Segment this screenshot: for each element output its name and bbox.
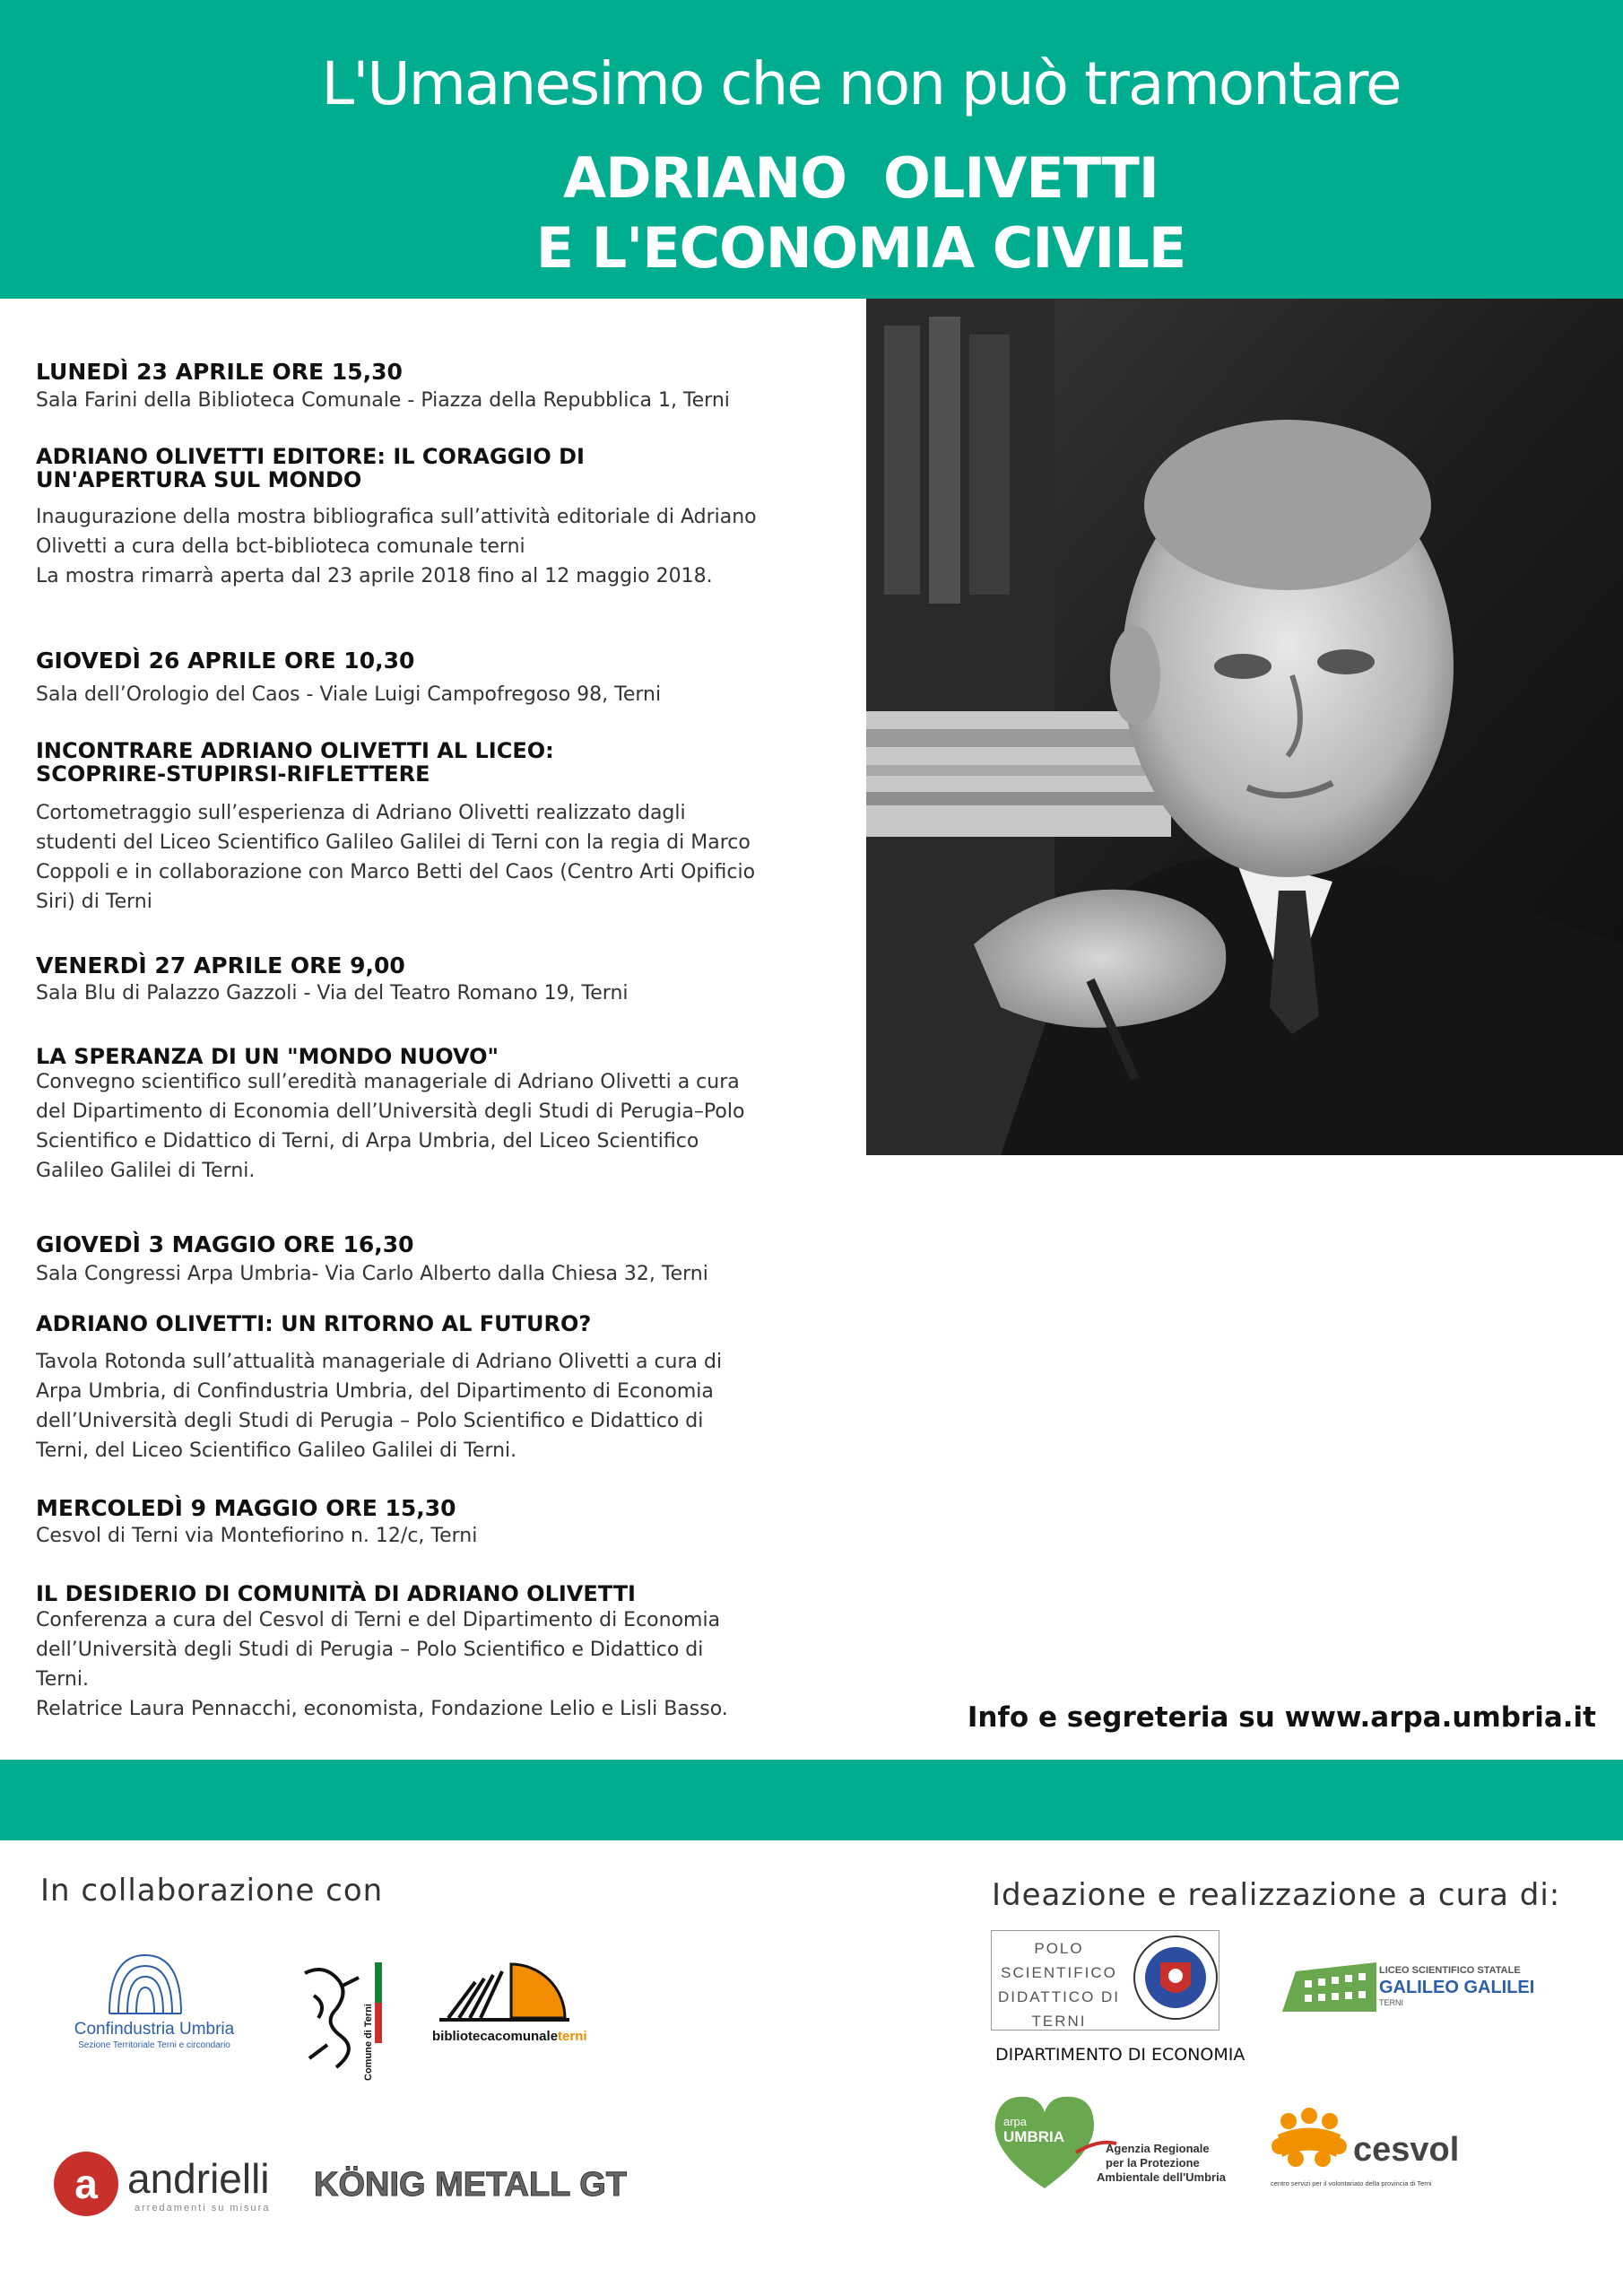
- portrait-photo: [866, 299, 1623, 1155]
- event-desc-line: studenti del Liceo Scientifico Galileo Galilei di Terni con la regia di Marco: [36, 831, 751, 854]
- confindustria-name: Confindustria Umbria: [74, 2020, 235, 2039]
- arpa-umbria-logo: [991, 2090, 1233, 2197]
- event-place: Sala Blu di Palazzo Gazzoli - Via del Teatro Romano 19, Terni: [36, 982, 629, 1004]
- event-desc-line: Galileo Galilei di Terni.: [36, 1160, 256, 1182]
- biblioteca-text-c: terni: [558, 2029, 587, 2044]
- divider-band: [0, 1760, 1623, 1840]
- svg-text:a: a: [74, 2161, 98, 2207]
- event-desc-line: Terni, del Liceo Scientifico Galileo Galilei di Terni.: [36, 1439, 517, 1462]
- event-description: [36, 1067, 825, 1186]
- poster-subtitle: L'Umanesimo che non può tramontare: [321, 49, 1401, 118]
- confindustria-icon: [56, 1946, 253, 2054]
- heart-icon: [991, 2090, 1233, 2197]
- event-desc-line: La mostra rimarrà aperta dal 23 aprile 2018 fino al 12 maggio 2018.: [36, 565, 713, 587]
- andrielli-name: andrielli: [127, 2155, 270, 2202]
- biblioteca-text-b: comunale: [495, 2029, 559, 2044]
- title-line-1: ADRIANO OLIVETTI: [563, 145, 1159, 211]
- event-description: [36, 502, 825, 591]
- arpa-small: arpa: [1003, 2115, 1028, 2128]
- event-place: Sala Farini della Biblioteca Comunale - Piazza della Repubblica 1, Terni: [36, 389, 730, 412]
- biblioteca-logo: [430, 1955, 587, 2054]
- info-website[interactable]: Info e segreteria su www.arpa.umbria.it: [967, 1701, 1596, 1734]
- andrielli-logo: [52, 2148, 285, 2220]
- event-title: [36, 1312, 825, 1335]
- liceo-name: GALILEO GALILEI: [1379, 1978, 1535, 1997]
- event-date: VENERDÌ 27 APRILE ORE 9,00: [36, 952, 405, 978]
- event-desc-line: Cortometraggio sull’esperienza di Adriano Olivetti realizzato dagli: [36, 802, 686, 824]
- event-place: Sala dell’Orologio del Caos - Viale Luigi Campofregoso 98, Terni: [36, 683, 662, 706]
- event-desc-line: dell’Università degli Studi di Perugia – Polo Scientifico e Didattico di: [36, 1639, 704, 1661]
- event-description: [36, 1605, 825, 1724]
- event-desc-line: del Dipartimento di Economia dell’Università degli Studi di Perugia–Polo: [36, 1100, 745, 1123]
- arpa-line: per la Protezione: [1106, 2156, 1200, 2170]
- andrielli-sub: arredamenti su misura: [135, 2203, 271, 2213]
- portrait-illustration: [866, 299, 1623, 1155]
- event-desc-line: Coppoli e in collaborazione con Marco Betti del Caos (Centro Arti Opificio: [36, 861, 756, 883]
- confindustria-logo: [56, 1946, 253, 2054]
- event-desc-line: Terni.: [36, 1668, 89, 1691]
- event-desc-line: Scientifico e Didattico di Terni, di Arpa Umbria, del Liceo Scientifico: [36, 1130, 699, 1152]
- comune-terni-logo: [287, 1955, 386, 2081]
- confindustria-sub: Sezione Territoriale Terni e circondario: [78, 2040, 230, 2050]
- cesvol-name: cesvol: [1353, 2131, 1460, 2169]
- liceo-city: TERNI: [1379, 1998, 1403, 2007]
- event-title-line: INCONTRARE ADRIANO OLIVETTI AL LICEO:: [36, 738, 554, 763]
- biblioteca-text-a: biblioteca: [432, 2029, 496, 2044]
- liceo-galilei-logo: [1278, 1944, 1547, 2025]
- header-banner: [0, 0, 1623, 299]
- arpa-line: Ambientale dell'Umbria: [1097, 2170, 1226, 2184]
- dipartimento-label: DIPARTIMENTO DI ECONOMIA: [995, 2045, 1245, 2065]
- event-place: Cesvol di Terni via Montefiorino n. 12/c, Terni: [36, 1525, 478, 1547]
- event-title: [36, 1582, 825, 1605]
- event-desc-line: Siri) di Terni: [36, 891, 152, 913]
- konig-metall-logo: [314, 2161, 628, 2206]
- polo-scientifico-logo: [991, 1930, 1219, 2031]
- school-building-icon: [1278, 1944, 1547, 2025]
- event-title-line: SCOPRIRE-STUPIRSI-RIFLETTERE: [36, 761, 430, 787]
- cesvol-sub: centro servizi per il volontariato della provincia di Terni: [1271, 2179, 1432, 2187]
- event-title-line: ADRIANO OLIVETTI: UN RITORNO AL FUTURO?: [36, 1311, 592, 1336]
- event-description: [36, 798, 825, 917]
- polo-line: SCIENTIFICO: [1001, 1964, 1117, 1981]
- svg-text:bibliotecacomunaleterni: [432, 2029, 587, 2044]
- event-desc-line: Convegno scientifico sull’eredità manageriale di Adriano Olivetti a cura: [36, 1071, 740, 1093]
- event-title-line: UN'APERTURA SUL MONDO: [36, 467, 362, 492]
- title-line-2: E L'ECONOMIA CIVILE: [535, 215, 1186, 281]
- event-description: [36, 1347, 825, 1465]
- cesvol-logo: [1269, 2103, 1502, 2193]
- comune-text: Comune di Terni: [363, 2004, 374, 2081]
- event-desc-line: Arpa Umbria, di Confindustria Umbria, del Dipartimento di Economia: [36, 1380, 714, 1403]
- event-title-line: ADRIANO OLIVETTI EDITORE: IL CORAGGIO DI: [36, 444, 585, 469]
- collaboration-label: In collaborazione con: [40, 1873, 384, 1909]
- people-group-icon: [1269, 2103, 1502, 2193]
- poster-title: [0, 144, 1623, 283]
- event-title-line: IL DESIDERIO DI COMUNITÀ DI ADRIANO OLIVETTI: [36, 1581, 636, 1606]
- event-desc-line: Relatrice Laura Pennacchi, economista, Fondazione Lelio e Lisli Basso.: [36, 1698, 728, 1720]
- event-desc-line: Inaugurazione della mostra bibliografica sull’attività editoriale di Adriano: [36, 506, 757, 528]
- event-desc-line: dell’Università degli Studi di Perugia – Polo Scientifico e Didattico di: [36, 1410, 704, 1432]
- event-place: Sala Congressi Arpa Umbria- Via Carlo Alberto dalla Chiesa 32, Terni: [36, 1263, 708, 1285]
- event-title-line: LA SPERANZA DI UN "MONDO NUOVO": [36, 1044, 499, 1069]
- polo-line: TERNI: [1031, 2013, 1087, 2030]
- liceo-small: LICEO SCIENTIFICO STATALE: [1379, 1965, 1521, 1976]
- andrielli-icon: [52, 2148, 285, 2220]
- event-date: MERCOLEDÌ 9 MAGGIO ORE 15,30: [36, 1495, 456, 1521]
- arpa-line: Agenzia Regionale: [1106, 2142, 1210, 2155]
- event-desc-line: Conferenza a cura del Cesvol di Terni e del Dipartimento di Economia: [36, 1609, 721, 1631]
- event-title: [36, 445, 825, 491]
- konig-text: KÖNIG METALL GT: [314, 2166, 628, 2204]
- arpa-name: UMBRIA: [1003, 2128, 1064, 2145]
- event-desc-line: Tavola Rotonda sull’attualità manageriale di Adriano Olivetti a cura di: [36, 1351, 723, 1373]
- dragon-icon: [287, 1955, 386, 2081]
- event-date: GIOVEDÌ 3 MAGGIO ORE 16,30: [36, 1231, 414, 1257]
- ideazione-label: Ideazione e realizzazione a cura di:: [992, 1877, 1561, 1913]
- biblioteca-icon: [430, 1955, 587, 2054]
- event-date: GIOVEDÌ 26 APRILE ORE 10,30: [36, 648, 415, 674]
- polo-line: DIDATTICO DI: [997, 1988, 1121, 2005]
- event-date: LUNEDÌ 23 APRILE ORE 15,30: [36, 359, 403, 385]
- event-title: [36, 1045, 825, 1068]
- polo-line: POLO: [1034, 1940, 1084, 1957]
- event-desc-line: Olivetti a cura della bct-biblioteca comunale terni: [36, 535, 525, 558]
- event-title: [36, 739, 825, 786]
